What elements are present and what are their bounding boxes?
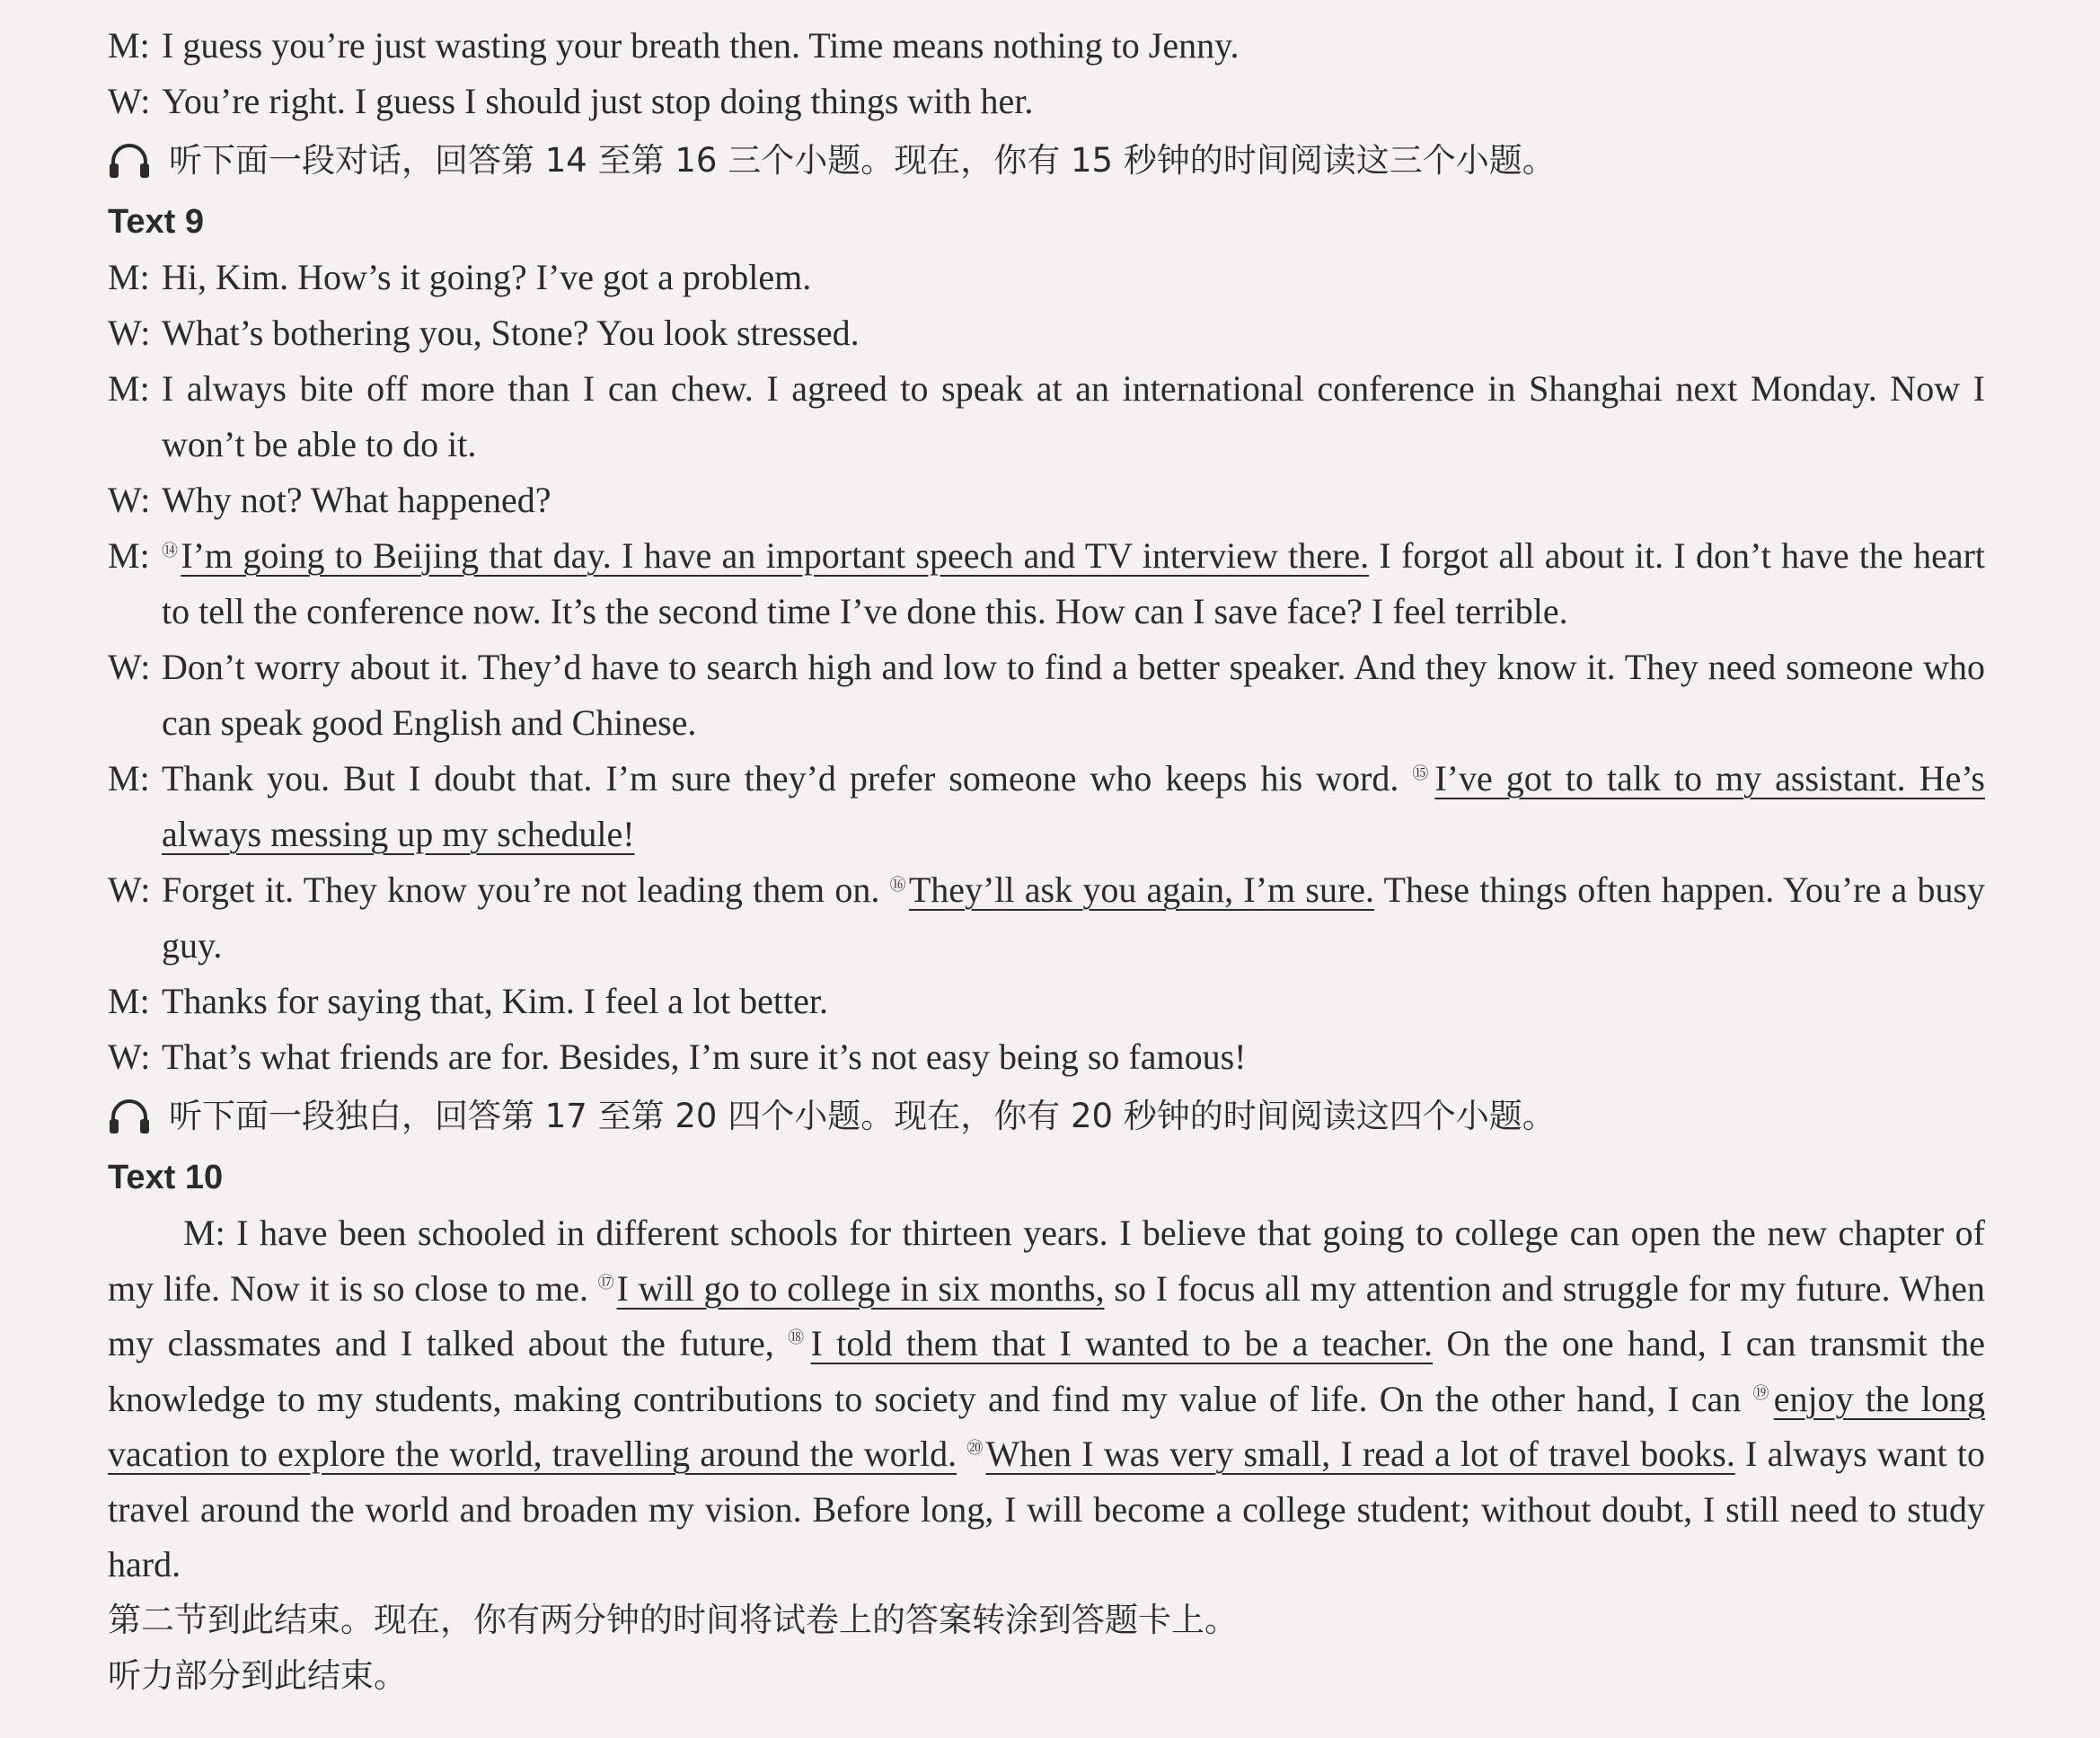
monologue-text: so I focus all my attention and struggle for my future. When my classmates and I talked about the future, xyxy=(108,1267,1986,1363)
dialog-text xyxy=(162,751,1985,862)
headphones-icon xyxy=(108,1098,151,1135)
dialog-text xyxy=(162,528,1985,640)
dialog-text: Thanks for saying that, Kim. I feel a lot better. xyxy=(162,981,829,1021)
dialog-line xyxy=(108,974,1985,1029)
dialog-text: I guess you’re just wasting your breath then. Time means nothing to Jenny. xyxy=(162,25,1240,66)
speaker-label: M: xyxy=(108,368,150,409)
instruction-text10 xyxy=(108,1087,1985,1146)
dialog-line xyxy=(108,1029,1985,1085)
question-marker: ⑭ xyxy=(162,542,180,560)
answer-underline: I’ve got to talk to my assistant. He’s always messing up my schedule! xyxy=(162,758,1985,854)
headphones-icon xyxy=(108,142,151,180)
question-marker: ⑲ xyxy=(1752,1383,1772,1402)
speaker-label: M: xyxy=(108,981,150,1021)
dialog-line xyxy=(108,528,1985,640)
dialog-text-rest: I forgot all about it. I don’t have the heart to tell the conference now. It’s the second time I’ve done this. How can I save face? I feel terrible. xyxy=(162,535,1986,631)
question-marker: ⑰ xyxy=(597,1273,615,1292)
dialog-text xyxy=(162,862,1985,974)
question-marker: ⑳ xyxy=(966,1439,984,1457)
instruction-label: 听下面一段独白，回答第 17 至第 20 四个小题。现在，你有 20 秒钟的时间阅读这四个小题。 xyxy=(169,1097,1556,1135)
text10-title: Text 10 xyxy=(108,1159,224,1196)
answer-underline: I told them that I wanted to be a teacher. xyxy=(810,1323,1434,1363)
dialog-line xyxy=(108,361,1985,472)
monologue-paragraph xyxy=(108,1205,1985,1592)
speaker-label: W: xyxy=(108,1037,151,1077)
question-marker: ⑱ xyxy=(788,1328,809,1346)
dialog-text: I always bite off more than I can chew. I agreed to speak at an international conference in Shanghai next Monday. Now I won’t be able to do it. xyxy=(162,368,1985,464)
text9-title: Text 9 xyxy=(108,203,205,241)
speaker-label: W: xyxy=(108,81,151,121)
speaker-label: M: xyxy=(108,535,150,576)
dialog-line xyxy=(108,472,1985,528)
section-end-note: 第二节到此结束。现在，你有两分钟的时间将试卷上的答案转涂到答题卡上。 xyxy=(108,1600,1238,1639)
answer-underline: They’ll ask you again, I’m sure. xyxy=(908,869,1375,910)
dialog-line xyxy=(108,74,1985,129)
speaker-label: W: xyxy=(108,313,151,353)
answer-underline: I’m going to Beijing that day. I have an important speech and TV interview there. xyxy=(181,535,1370,576)
dialog-line xyxy=(108,18,1985,74)
answer-underline: I will go to college in six months, xyxy=(616,1267,1105,1309)
dialog-text: You’re right. I guess I should just stop doing things with her. xyxy=(162,81,1034,121)
dialog-text: That’s what friends are for. Besides, I’m sure it’s not easy being so famous! xyxy=(162,1037,1247,1077)
monologue-text: I always want to travel around the world and broaden my vision. Before long, I will become a college student; without doubt, I still need to study hard. xyxy=(108,1434,1986,1584)
dialog-line xyxy=(108,250,1985,305)
monologue-text: M: I have been schooled in different schools for thirteen years. I believe that going to college can open the new chapter of my life. Now it is so close to me. xyxy=(108,1213,1985,1309)
dialog-text: Why not? What happened? xyxy=(162,480,551,520)
listening-script-page xyxy=(108,18,1985,1704)
dialog-text: Don’t worry about it. They’d have to search high and low to find a better speaker. And they know it. They need someone who can speak good English and Chinese. xyxy=(162,647,1985,743)
answer-underline: enjoy the long vacation to explore the world, travelling around the world. xyxy=(108,1378,1986,1474)
dialog-line xyxy=(108,305,1985,361)
monologue-text xyxy=(957,1434,966,1474)
speaker-label: W: xyxy=(108,869,151,910)
dialog-line xyxy=(108,640,1985,751)
question-marker: ⑮ xyxy=(1412,764,1434,782)
dialog-text-before: Forget it. They know you’re not leading them on. xyxy=(162,869,890,910)
instruction-label: 听下面一段对话，回答第 14 至第 16 三个小题。现在，你有 15 秒钟的时间阅读这三个小题。 xyxy=(169,141,1556,180)
dialog-text: Hi, Kim. How’s it going? I’ve got a problem. xyxy=(162,257,812,297)
dialog-line xyxy=(108,751,1985,862)
monologue-text: On the one hand, I can transmit the knowledge to my students, making contributions to society and find my value of life. On the other hand, I can xyxy=(108,1323,1986,1419)
speaker-label: M: xyxy=(108,25,150,66)
answer-underline: When I was very small, I read a lot of travel books. xyxy=(985,1434,1735,1474)
speaker-label: M: xyxy=(108,758,150,798)
instruction-text9 xyxy=(108,131,1985,190)
speaker-label: W: xyxy=(108,480,151,520)
dialog-text-after: These things often happen. You’re a busy guy. xyxy=(162,869,1986,966)
speaker-label: W: xyxy=(108,647,151,687)
question-marker: ⑯ xyxy=(889,876,907,894)
dialog-line xyxy=(108,862,1985,974)
dialog-text: What’s bothering you, Stone? You look stressed. xyxy=(162,313,860,353)
listening-end-note: 听力部分到此结束。 xyxy=(108,1655,407,1695)
dialog-text-before: Thank you. But I doubt that. I’m sure they’d prefer someone who keeps his word. xyxy=(162,758,1413,798)
speaker-label: M: xyxy=(108,257,150,297)
